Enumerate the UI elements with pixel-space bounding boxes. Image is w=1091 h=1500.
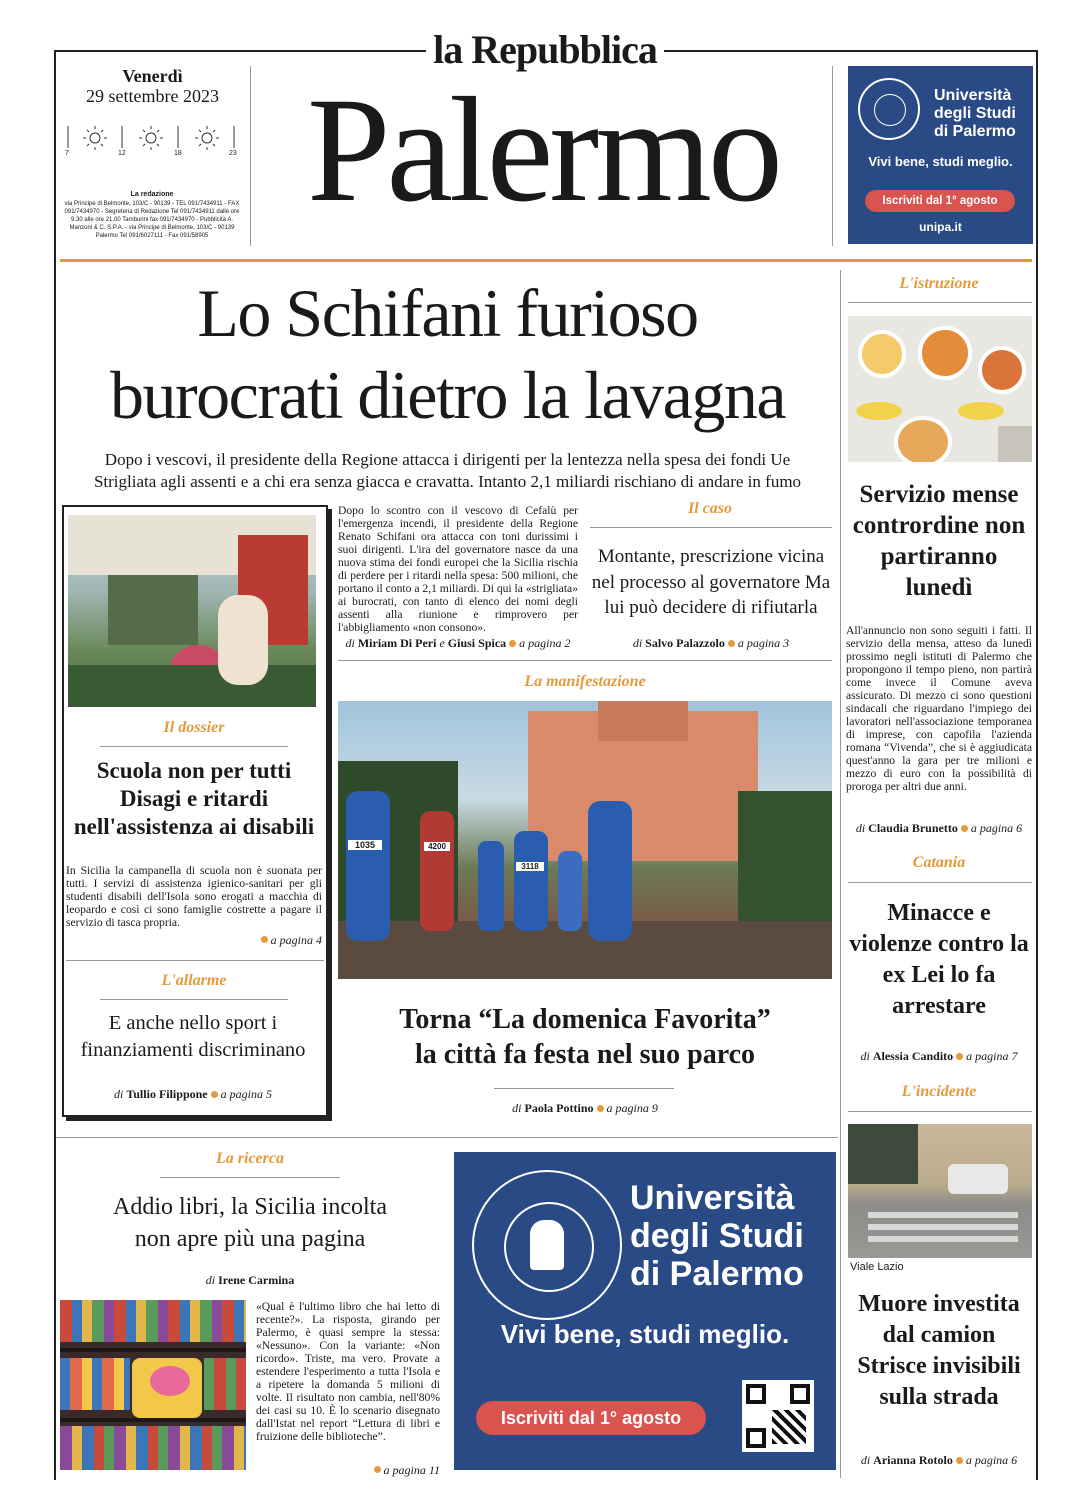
- university-ad[interactable]: [454, 1152, 836, 1470]
- canteen-photo: [848, 316, 1032, 462]
- catania-kicker: Catania: [912, 854, 966, 871]
- manifestazione-kicker: La manifestazione: [524, 673, 646, 690]
- caso-headline: Montante, prescrizione vicina nel processo al governatore Ma lui può decidere di rifiutarla: [591, 546, 831, 618]
- ad-line-2: degli Studi: [934, 105, 1016, 122]
- school-photo: [68, 515, 316, 707]
- ad-enroll-button[interactable]: Iscriviti dal 1° agosto: [865, 190, 1015, 212]
- ricerca-page: a pagina 11: [383, 1463, 440, 1477]
- ad-url[interactable]: unipa.it: [919, 220, 962, 234]
- manifestazione-headline-1: Torna “La domenica Favorita”: [399, 1004, 771, 1035]
- brand-logo: la Repubblica: [433, 27, 657, 72]
- ad-line-1: Università: [934, 87, 1012, 104]
- manifestazione-headline-2: la città fa festa nel suo parco: [414, 1039, 756, 1070]
- incidente-byline[interactable]: di Arianna Rotolo a pagina 6: [860, 1453, 1018, 1467]
- incidente-caption: Viale Lazio: [850, 1261, 904, 1273]
- incidente-headline: Muore investita dal camion Strisce invisibili sulla strada: [857, 1291, 1021, 1410]
- ad-line-3: di Palermo: [934, 123, 1016, 140]
- weather-time-3: 18: [174, 150, 182, 157]
- ricerca-kicker: La ricerca: [216, 1150, 284, 1167]
- bib-2: 4200: [424, 842, 450, 851]
- catania-headline: Minacce e violenze contro la ex Lei lo fa arrestare: [849, 900, 1029, 1019]
- big-ad-enroll-button[interactable]: Iscriviti dal 1° agosto: [476, 1401, 706, 1435]
- ricerca-page-ref[interactable]: [320, 1459, 440, 1478]
- big-ad-line-1: Università: [630, 1179, 795, 1217]
- catania-byline[interactable]: di Alessia Candito a pagina 7: [860, 1049, 1018, 1063]
- weather-strip: [62, 122, 244, 162]
- redazione-text: via Principe di Belmonte, 103/C - 90139 - TEL 091/7434911 - FAX 091/7434970 - Segreteria di Redazione Tel 091/7434911 dalle ore 9.30 alle ore 21.00 Tamburini fax 091/7434970 - Pubblicità A. Manzoni & C. S.P.A. - via Principe di Belmonte, 103/C - 90139 Palermo Tel 091/6027111 - Fax 091/58905: [64, 201, 240, 239]
- incidente-kicker: L'incidente: [901, 1083, 977, 1100]
- weather-sun-icons: [62, 122, 244, 162]
- date-weekday: Venerdì: [122, 66, 183, 86]
- ricerca-byline[interactable]: di Irene Carmina: [205, 1273, 295, 1287]
- weather-time-2: 12: [118, 150, 126, 157]
- dossier-page-ref[interactable]: [200, 929, 322, 948]
- top-university-ad[interactable]: [848, 66, 1033, 244]
- istruzione-body: All'annuncio non sono seguiti i fatti. Il servizio della mensa, atteso da lunedì prossimo negli istituti di Palermo che propongono il tempo pieno, non partirà come invece il Comune aveva assicurato. Di mezzo ci sono questioni sindacali che riguardano l'impiego dei lavoratori nell'associazione temporanea di imprese, con capofila l'azienda romana “Vivenda”, che si è aggiudicata quest'anno la gara per tre milioni e mezzo di euro con la possibilità di proroga per altri due anni.: [846, 624, 1032, 793]
- ad-slogan: Vivi bene, studi meglio.: [868, 154, 1013, 169]
- university-seal-icon: [472, 1170, 622, 1320]
- ricerca-body: «Qual è l'ultimo libro che hai letto di recente?». La risposta, girando per Palermo, è quasi sempre la stessa: «Nessuno». Con la variante: «Non ricordo». Triste, ma vero. Provate a estendere l'esperimento a tutta l'Isola e a ripetere la domanda 5 milioni di volte. Il risultato non cambia, nell'80% dei casi su 10. È lo scenario disegnato dall'Istat nel report “Lettura di libri e fruizione delle biblioteche”.: [256, 1300, 440, 1443]
- ricerca-headline-1: Addio libri, la Sicilia incolta: [113, 1194, 387, 1220]
- books-illustration: [60, 1300, 246, 1470]
- caso-byline[interactable]: di Salvo Palazzolo a pagina 3: [632, 636, 790, 650]
- lead-subheadline-2: Strigliata agli assenti e a chi era senza giacca e cravatta. Intanto 2,1 miliardi rischiano di andare in fumo: [93, 472, 802, 491]
- bib-1: 1035: [348, 840, 382, 850]
- lead-subheadline-1: Dopo i vescovi, il presidente della Regione attacca i dirigenti per la lentezza nella spesa dei fondi Ue: [104, 450, 791, 469]
- manifestazione-byline[interactable]: di Paola Pottino a pagina 9: [512, 1101, 658, 1115]
- edition-title: Palermo: [307, 67, 779, 233]
- allarme-kicker: L'allarme: [161, 972, 227, 989]
- lead-headline-1: Lo Schifani furioso: [197, 275, 698, 351]
- street-photo: [848, 1124, 1032, 1258]
- university-seal-icon: [858, 78, 920, 140]
- dossier-headline: Scuola non per tutti Disagi e ritardi nell'assistenza ai disabili: [73, 758, 315, 839]
- istruzione-kicker: L'istruzione: [899, 275, 979, 292]
- istruzione-headline: Servizio mense contrordine non partiranno lunedì: [852, 481, 1026, 601]
- ricerca-headline-2: non apre più una pagina: [134, 1226, 366, 1252]
- dossier-kicker: Il dossier: [163, 719, 225, 736]
- lead-byline[interactable]: di Miriam Di Peri e Giusi Spica a pagina 2: [345, 636, 571, 650]
- lead-headline-2: burocrati dietro la lavagna: [109, 357, 786, 433]
- allarme-headline: E anche nello sport i finanziamenti discriminano: [80, 1012, 306, 1061]
- caso-kicker: Il caso: [688, 500, 732, 517]
- weather-time-1: 7: [65, 150, 69, 157]
- big-ad-line-3: di Palermo: [630, 1255, 804, 1293]
- bib-3: 3118: [516, 862, 544, 871]
- redazione-title: La redazione: [130, 191, 174, 198]
- big-ad-slogan: Vivi bene, studi meglio.: [500, 1319, 790, 1349]
- dossier-page: a pagina 4: [270, 933, 322, 947]
- dossier-body: In Sicilia la campanella di scuola non è suonata per tutti. I servizi di assistenza igienico-sanitari per gli studenti disabili dell'Isola sono erogati a macchia di leopardo e così ci sono famiglie costrette a pagare il servizio di tasca propria.: [66, 864, 322, 929]
- qr-code-icon[interactable]: [742, 1380, 814, 1452]
- marathon-photo: [338, 701, 832, 979]
- big-ad-line-2: degli Studi: [630, 1217, 804, 1255]
- istruzione-byline[interactable]: di Claudia Brunetto a pagina 6: [855, 821, 1023, 835]
- lead-body: Dopo lo scontro con il vescovo di Cefalù per l'emergenza incendi, il presidente della Regione Renato Schifani ora attacca con toni durissimi i suoi dirigenti. L'ira del governatore nasce da una nuova stima dei fondi europei che la Sicilia rischia di perdere per i ritardi nella spesa: 500 milioni, che portano il conto a 2,1 miliardi. Di qui la «strigliata» ai burocrati, con tanto di elenco dei nomi degli assenti alla riunione e rimprovero per l'abbigliamento «non consono».: [338, 504, 578, 634]
- date-full: 29 settembre 2023: [86, 86, 219, 106]
- weather-time-4: 23: [229, 150, 237, 157]
- allarme-byline[interactable]: di Tullio Filippone a pagina 5: [114, 1087, 272, 1101]
